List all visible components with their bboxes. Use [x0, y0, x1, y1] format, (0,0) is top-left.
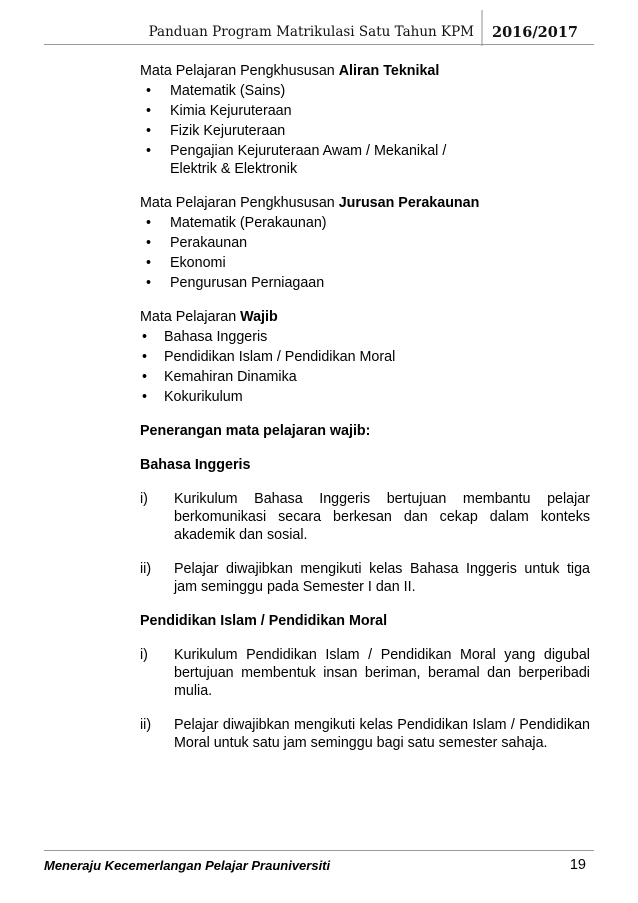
item-number: ii): [140, 561, 152, 577]
header-year: 2016/2017: [492, 24, 579, 41]
list-item: [140, 82, 590, 100]
bullet-icon: •: [146, 143, 152, 159]
perakaunan-bold: Jurusan Perakaunan: [338, 195, 480, 211]
wajib-list: [140, 328, 590, 406]
footer-text: Meneraju Kecemerlangan Pelajar Prauniversiti: [44, 858, 331, 873]
item-number: i): [140, 491, 148, 507]
list-item: [140, 388, 590, 406]
list-item-text: Kimia Kejuruteraan: [170, 103, 292, 119]
spacer: [140, 700, 590, 716]
spacer: [140, 544, 590, 560]
item-text: Pelajar diwajibkan mengikuti kelas Bahasa Inggeris untuk tiga jam seminggu pada Semester I dan II.: [174, 561, 590, 595]
list-item: [140, 274, 590, 292]
spacer: [140, 406, 590, 422]
bullet-icon: •: [146, 123, 152, 139]
list-item: [140, 328, 590, 346]
spacer: [140, 630, 590, 646]
page-number: 19: [569, 857, 586, 873]
list-item-text: Pengurusan Perniagaan: [170, 275, 325, 291]
list-item: [140, 234, 590, 252]
list-item-text: Pengajian Kejuruteraan Awam / Mekanikal / Elektrik & Elektronik: [170, 143, 447, 177]
perakaunan-title: [140, 194, 590, 212]
numbered-item: [140, 490, 590, 544]
item-text: Kurikulum Pendidikan Islam / Pendidikan Moral yang digubal bertujuan membentuk insan beriman, beramal dan berperibadi mulia.: [174, 647, 590, 699]
list-item-text: Kemahiran Dinamika: [164, 369, 297, 385]
list-item: [140, 122, 590, 140]
page-content: [140, 62, 590, 752]
list-item-text: Matematik (Perakaunan): [170, 215, 327, 231]
numbered-item: [140, 716, 590, 752]
list-item-text: Kokurikulum: [164, 389, 243, 405]
perakaunan-list: [140, 214, 590, 292]
numbered-item: [140, 560, 590, 596]
list-item-text: Bahasa Inggeris: [164, 329, 268, 345]
list-item: [140, 348, 590, 366]
teknikal-list: [140, 82, 590, 178]
bullet-icon: •: [146, 275, 152, 291]
spacer: [140, 596, 590, 612]
bullet-icon: •: [146, 103, 152, 119]
list-item-text: Fizik Kejuruteraan: [170, 123, 286, 139]
teknikal-prefix: Mata Pelajaran Pengkhususan: [140, 63, 339, 79]
list-item-text: Ekonomi: [170, 255, 226, 271]
item-number: ii): [140, 717, 152, 733]
header-title: Panduan Program Matrikulasi Satu Tahun KPM: [148, 24, 474, 40]
perakaunan-prefix: Mata Pelajaran Pengkhususan: [140, 195, 339, 211]
spacer: [140, 474, 590, 490]
wajib-title: [140, 308, 590, 326]
spacer: [140, 440, 590, 456]
teknikal-title: [140, 62, 590, 80]
bullet-icon: •: [146, 215, 152, 231]
pendidikan-heading: Pendidikan Islam / Pendidikan Moral: [140, 613, 388, 629]
bullet-icon: •: [142, 349, 148, 365]
bullet-icon: •: [146, 83, 152, 99]
header-rule: [44, 44, 594, 45]
list-item: [140, 102, 590, 120]
bullet-icon: •: [142, 329, 148, 345]
item-text: Kurikulum Bahasa Inggeris bertujuan membantu pelajar berkomunikasi secara berkesan dan cekap dalam konteks akademik dan sosial.: [174, 491, 590, 543]
bullet-icon: •: [146, 235, 152, 251]
teknikal-bold: Aliran Teknikal: [338, 63, 440, 79]
list-item: [140, 254, 590, 272]
penerangan-heading: Penerangan mata pelajaran wajib:: [140, 423, 371, 439]
page-header: [0, 0, 638, 46]
bahasa-heading: Bahasa Inggeris: [140, 457, 251, 473]
wajib-prefix: Mata Pelajaran: [140, 309, 241, 325]
list-item: [140, 142, 590, 178]
list-item-text: Pendidikan Islam / Pendidikan Moral: [164, 349, 396, 365]
bullet-icon: •: [142, 389, 148, 405]
item-text: Pelajar diwajibkan mengikuti kelas Pendidikan Islam / Pendidikan Moral untuk satu jam seminggu bagi satu semester sahaja.: [174, 717, 590, 751]
list-item-text: Matematik (Sains): [170, 83, 286, 99]
bullet-icon: •: [146, 255, 152, 271]
numbered-item: [140, 646, 590, 700]
list-item: [140, 368, 590, 386]
list-item-text: Perakaunan: [170, 235, 248, 251]
header-divider: [481, 10, 483, 46]
spacer: [140, 178, 590, 194]
spacer: [140, 292, 590, 308]
list-item: [140, 214, 590, 232]
bullet-icon: •: [142, 369, 148, 385]
footer-rule: [44, 850, 594, 851]
item-number: i): [140, 647, 148, 663]
wajib-bold: Wajib: [240, 309, 278, 325]
